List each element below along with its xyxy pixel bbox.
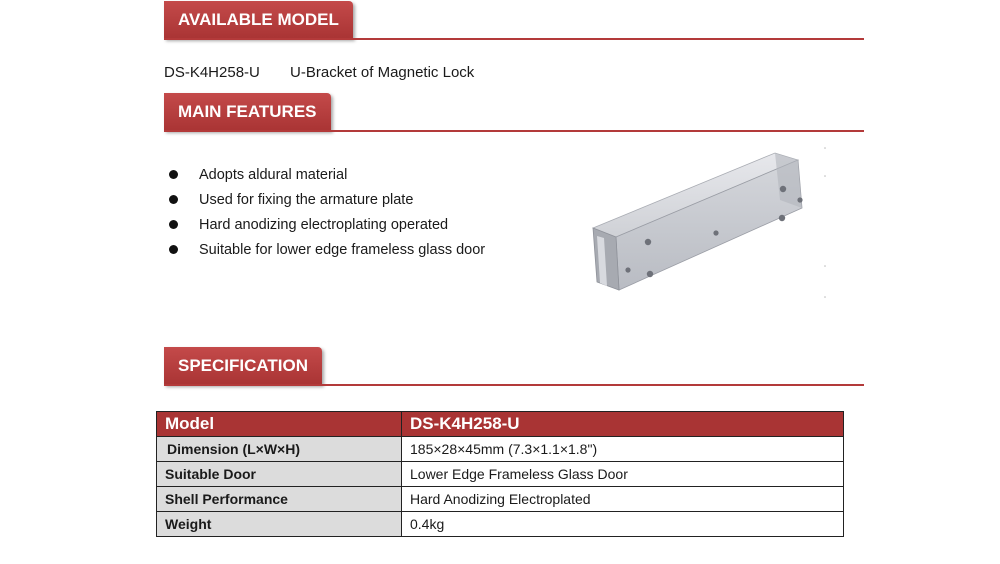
available-model-title: AVAILABLE MODEL bbox=[164, 1, 353, 39]
table-header-value: DS-K4H258-U bbox=[402, 412, 844, 437]
model-line bbox=[164, 64, 474, 81]
model-code: DS-K4H258-U bbox=[164, 64, 260, 81]
model-description: U-Bracket of Magnetic Lock bbox=[290, 64, 475, 81]
spec-value: 0.4kg bbox=[402, 512, 844, 537]
table-header-label: Model bbox=[157, 412, 402, 437]
features-list bbox=[168, 165, 485, 265]
table-header-row bbox=[157, 412, 844, 437]
feature-item: Hard anodizing electroplating operated bbox=[168, 215, 485, 240]
specification-header bbox=[164, 347, 864, 389]
table-row bbox=[157, 512, 844, 537]
specification-title: SPECIFICATION bbox=[164, 347, 322, 385]
main-features-title: MAIN FEATURES bbox=[164, 93, 331, 131]
section-divider bbox=[164, 38, 864, 40]
table-row bbox=[157, 437, 844, 462]
spec-value: 185×28×45mm (7.3×1.1×1.8") bbox=[402, 437, 844, 462]
main-features-header bbox=[164, 93, 864, 135]
table-row bbox=[157, 487, 844, 512]
table-row bbox=[157, 462, 844, 487]
spec-value: Lower Edge Frameless Glass Door bbox=[402, 462, 844, 487]
section-divider bbox=[164, 384, 864, 386]
spec-label: Dimension (L×W×H) bbox=[157, 437, 402, 462]
available-model-header bbox=[164, 1, 864, 43]
spec-label: Suitable Door bbox=[157, 462, 402, 487]
feature-item: Suitable for lower edge frameless glass door bbox=[168, 240, 485, 265]
spec-value: Hard Anodizing Electroplated bbox=[402, 487, 844, 512]
section-divider bbox=[164, 130, 864, 132]
specification-table bbox=[156, 411, 844, 537]
spec-label: Shell Performance bbox=[157, 487, 402, 512]
feature-item: Used for fixing the armature plate bbox=[168, 190, 485, 215]
u-bracket-product-image bbox=[580, 140, 830, 310]
spec-label: Weight bbox=[157, 512, 402, 537]
feature-item: Adopts aldural material bbox=[168, 165, 485, 190]
